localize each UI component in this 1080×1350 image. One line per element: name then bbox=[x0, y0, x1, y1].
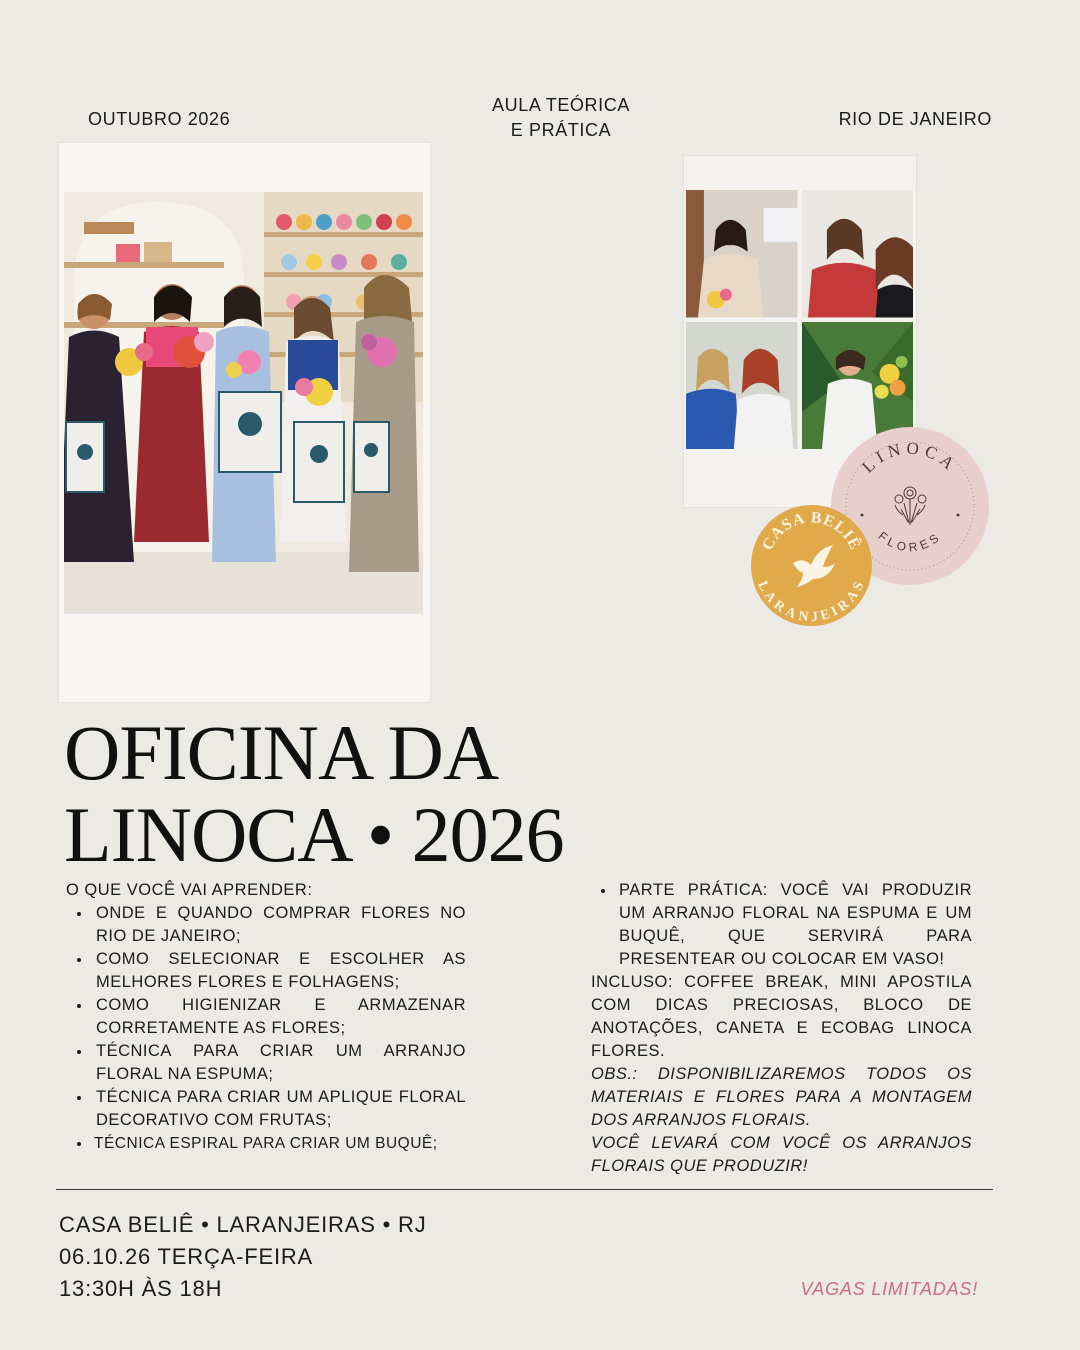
learning-item: TÉCNICA ESPIRAL PARA CRIAR UM BUQUÊ; bbox=[66, 1132, 466, 1155]
casa-top-text: CASA BELIÊ bbox=[759, 509, 864, 554]
location-label: RIO DE JANEIRO bbox=[838, 109, 992, 129]
bouquet-icon bbox=[895, 487, 926, 525]
learning-item: COMO SELECIONAR E ESCOLHER AS MELHORES FLORES E FOLHAGENS; bbox=[66, 948, 466, 994]
learning-item: ONDE E QUANDO COMPRAR FLORES NO RIO DE JANEIRO; bbox=[66, 902, 466, 948]
obs-text: OBS.: DISPONIBILIZAREMOS TODOS OS MATERIAIS E FLORES PARA A MONTAGEM DOS ARRANJOS FLORAIS. bbox=[591, 1065, 972, 1129]
main-photo-frame bbox=[59, 143, 430, 702]
class-type-label bbox=[461, 93, 661, 143]
learning-item: TÉCNICA PARA CRIAR UM ARRANJO FLORAL NA ESPUMA; bbox=[66, 1040, 466, 1086]
photo-collage bbox=[686, 190, 913, 449]
collage-photo-3 bbox=[686, 322, 798, 450]
class-type-line2: E PRÁTICA bbox=[510, 120, 612, 140]
learning-item: COMO HIGIENIZAR E ARMAZENAR CORRETAMENTE AS FLORES; bbox=[66, 994, 466, 1040]
details-column bbox=[591, 879, 972, 1178]
title-line1: OFICINA DA bbox=[64, 709, 499, 796]
limited-spots-text: VAGAS LIMITADAS! bbox=[800, 1279, 978, 1299]
divider bbox=[56, 1189, 993, 1190]
venue-text: CASA BELIÊ • LARANJEIRAS • RJ bbox=[59, 1212, 427, 1237]
date-label: OUTUBRO 2026 bbox=[88, 109, 231, 129]
title-line2: LINOCA • 2026 bbox=[64, 791, 564, 878]
learning-item: TÉCNICA PARA CRIAR UM APLIQUE FLORAL DECORATIVO COM FRUTAS; bbox=[66, 1086, 466, 1132]
svg-text:FLORES bbox=[876, 529, 945, 555]
svg-text:LARANJEIRAS bbox=[754, 579, 868, 625]
svg-text:LINOCA bbox=[858, 438, 961, 476]
linoca-bottom-text: FLORES bbox=[875, 528, 945, 555]
page-title bbox=[64, 709, 564, 878]
event-info bbox=[59, 1209, 427, 1305]
included-text: INCLUSO: COFFEE BREAK, MINI APOSTILA COM DICAS PRECIOSAS, BLOCO DE ANOTAÇÕES, CANETA E ECOBAG LINOCA FLORES. bbox=[591, 973, 972, 1060]
linoca-top-text: LINOCA bbox=[858, 438, 962, 477]
practical-part-item: PARTE PRÁTICA: VOCÊ VAI PRODUZIR UM ARRANJO FLORAL NA ESPUMA E UM BUQUÊ, QUE SERVIRÁ PARA PRESENTEAR OU COLOCAR EM VASO! bbox=[591, 879, 972, 971]
take-home-note: VOCÊ LEVARÁ COM VOCÊ OS ARRANJOS FLORAIS QUE PRODUZIR! bbox=[591, 1134, 972, 1175]
learning-list bbox=[66, 879, 466, 1155]
event-date-text: 06.10.26 TERÇA-FEIRA bbox=[59, 1244, 314, 1269]
collage-photo-2 bbox=[802, 190, 914, 318]
event-time-text: 13:30H ÀS 18H bbox=[59, 1276, 223, 1301]
casa-belie-logo bbox=[751, 505, 872, 626]
class-type-line1: AULA TEÓRICA bbox=[492, 95, 630, 115]
svg-text:CASA BELIÊ bbox=[759, 509, 865, 553]
collage-photo-1 bbox=[686, 190, 798, 318]
bird-icon bbox=[793, 545, 835, 587]
learning-heading: O QUE VOCÊ VAI APRENDER: bbox=[66, 881, 313, 899]
group-photo bbox=[64, 192, 423, 614]
casa-bottom-text: LARANJEIRAS bbox=[754, 578, 868, 626]
